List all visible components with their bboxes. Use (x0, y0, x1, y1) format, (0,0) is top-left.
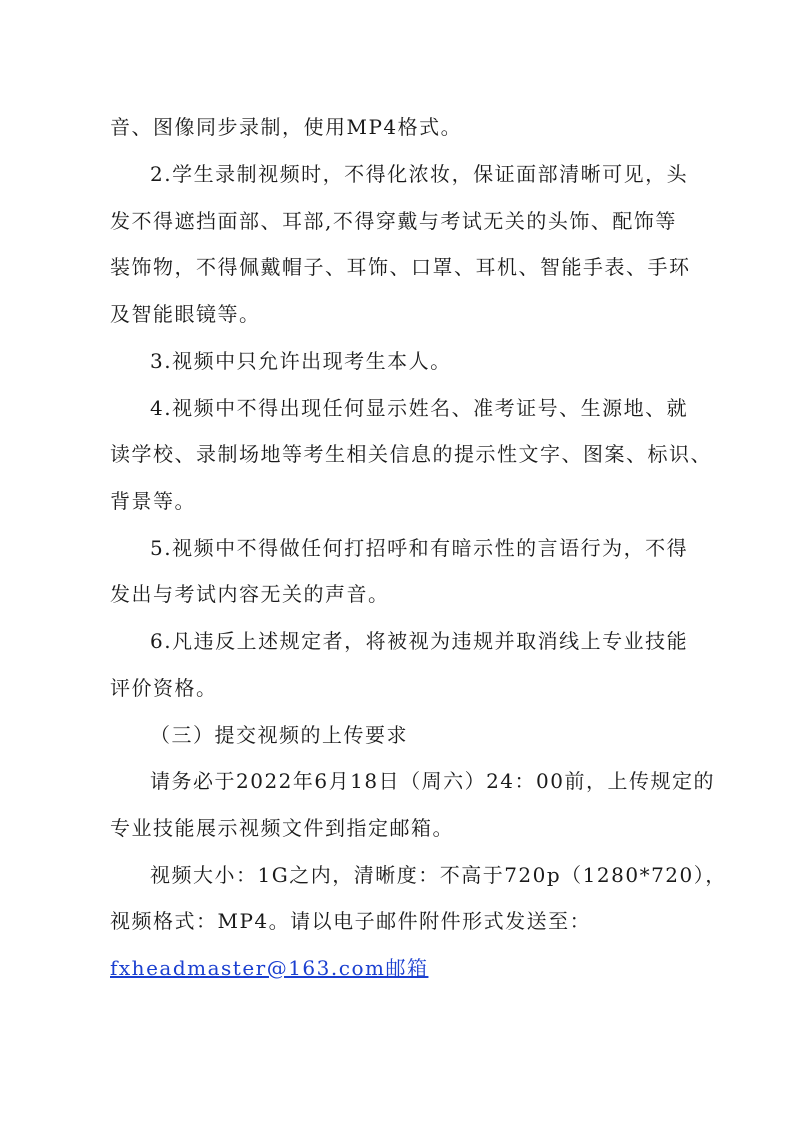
text-line: 发出与考试内容无关的声音。 (110, 582, 390, 606)
text-line: 请务必于2022年6月18日（周六）24：00前，上传规定的 (150, 769, 715, 793)
text-line: 5.视频中不得做任何打招呼和有暗示性的言语行为，不得 (150, 536, 689, 560)
text-line: 评价资格。 (110, 676, 218, 700)
text-line: 音、图像同步录制，使用MP4格式。 (110, 115, 463, 139)
text-line: 装饰物，不得佩戴帽子、耳饰、口罩、耳机、智能手表、手环 (110, 255, 691, 279)
text-line: 专业技能展示视频文件到指定邮箱。 (110, 816, 454, 840)
email-link[interactable]: fxheadmaster@163.com邮箱 (110, 956, 429, 980)
text-line: 3.视频中只允许出现考生本人。 (150, 349, 452, 373)
text-line: 视频大小：1G之内，清晰度：不高于720p（1280*720）， (150, 863, 727, 887)
section-heading: （三）提交视频的上传要求 (150, 723, 408, 747)
text-line: 背景等。 (110, 489, 196, 513)
text-line: 读学校、录制场地等考生相关信息的提示性文字、图案、标识、 (110, 442, 712, 466)
text-line: 视频格式：MP4。请以电子邮件附件形式发送至： (110, 909, 592, 933)
text-line: 4.视频中不得出现任何显示姓名、准考证号、生源地、就 (150, 396, 689, 420)
text-line: 及智能眼镜等。 (110, 302, 261, 326)
text-line: 发不得遮挡面部、耳部,不得穿戴与考试无关的头饰、配饰等 (110, 209, 677, 233)
text-line: 6.凡违反上述规定者，将被视为违规并取消线上专业技能 (150, 629, 689, 653)
text-line: 2.学生录制视频时，不得化浓妆，保证面部清晰可见，头 (150, 162, 689, 186)
